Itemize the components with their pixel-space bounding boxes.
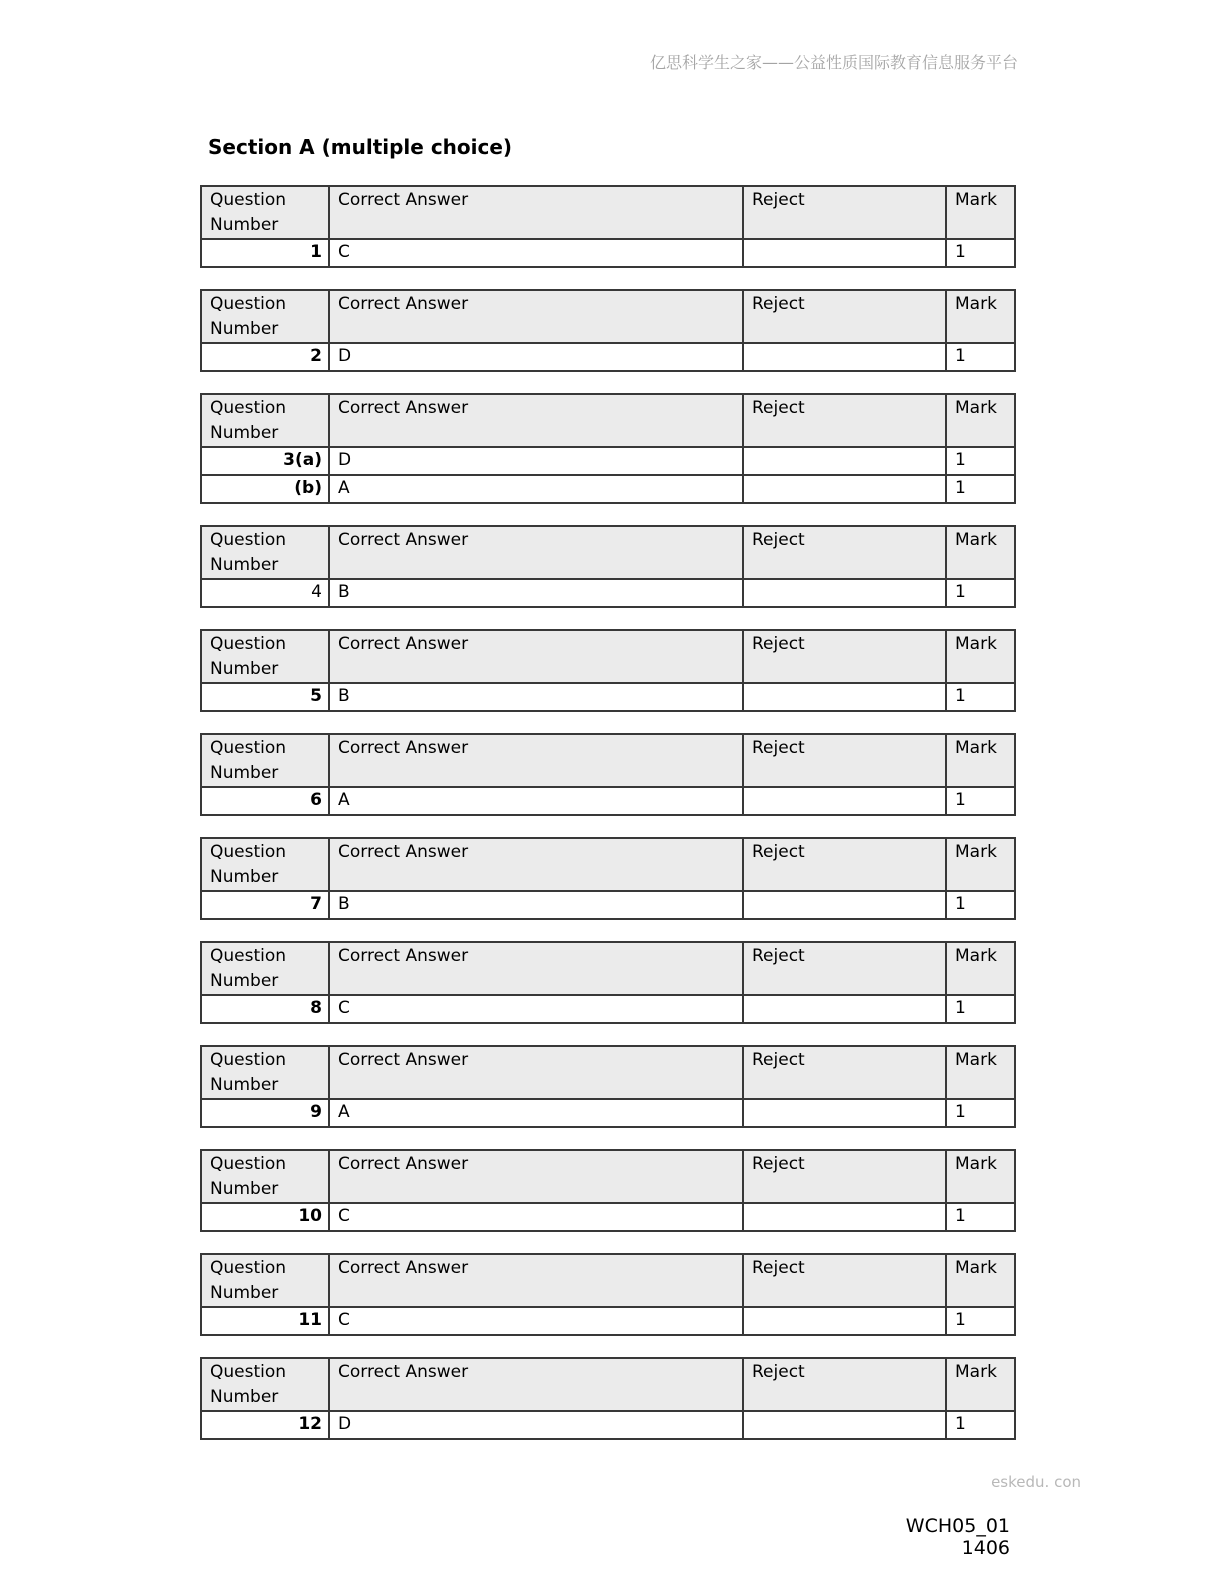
mark-cell: 1 <box>946 1203 1015 1231</box>
header-row <box>201 838 1015 891</box>
answer-table <box>200 629 1016 712</box>
answer-table <box>200 837 1016 920</box>
answer-row <box>201 891 1015 919</box>
answer-tables <box>200 185 1016 1440</box>
document-id-block <box>906 1515 1010 1559</box>
reject-cell <box>743 1411 946 1439</box>
answer-row <box>201 995 1015 1023</box>
answer-table-body <box>201 683 1015 711</box>
answer-row <box>201 1307 1015 1335</box>
reject-header: Reject <box>743 838 946 891</box>
answer-table-body <box>201 1203 1015 1231</box>
reject-cell <box>743 447 946 475</box>
answer-table <box>200 941 1016 1024</box>
section-title: Section A (multiple choice) <box>208 135 513 159</box>
mark-cell: 1 <box>946 447 1015 475</box>
answer-table-body <box>201 995 1015 1023</box>
reject-header: Reject <box>743 942 946 995</box>
answer-table <box>200 733 1016 816</box>
answer-table-head <box>201 942 1015 995</box>
reject-header: Reject <box>743 630 946 683</box>
correct-answer-cell: C <box>329 995 743 1023</box>
correct-answer-header: Correct Answer <box>329 526 743 579</box>
answer-table-head <box>201 186 1015 239</box>
reject-cell <box>743 1099 946 1127</box>
correct-answer-cell: D <box>329 1411 743 1439</box>
answer-table <box>200 1149 1016 1232</box>
question-number-cell: 9 <box>201 1099 329 1127</box>
question-number-cell: 11 <box>201 1307 329 1335</box>
correct-answer-header: Correct Answer <box>329 1254 743 1307</box>
question-number-header: Question Number <box>201 942 329 995</box>
answer-row <box>201 475 1015 503</box>
question-number-header: Question Number <box>201 1150 329 1203</box>
question-number-header: Question Number <box>201 1046 329 1099</box>
question-number-header: Question Number <box>201 186 329 239</box>
answer-table-head <box>201 1046 1015 1099</box>
header-row <box>201 526 1015 579</box>
mark-header: Mark <box>946 838 1015 891</box>
reject-header: Reject <box>743 394 946 447</box>
reject-cell <box>743 891 946 919</box>
question-number-cell: 3(a) <box>201 447 329 475</box>
answer-table <box>200 1045 1016 1128</box>
question-number-header: Question Number <box>201 1254 329 1307</box>
header-row <box>201 290 1015 343</box>
reject-cell <box>743 787 946 815</box>
answer-table-head <box>201 630 1015 683</box>
paper-code: WCH05_01 <box>905 1515 1010 1537</box>
answer-table-body <box>201 343 1015 371</box>
mark-cell: 1 <box>946 1411 1015 1439</box>
mark-cell: 1 <box>946 475 1015 503</box>
reject-cell <box>743 995 946 1023</box>
correct-answer-cell: A <box>329 787 743 815</box>
answer-table <box>200 525 1016 608</box>
answer-row <box>201 1411 1015 1439</box>
mark-cell: 1 <box>946 787 1015 815</box>
correct-answer-header: Correct Answer <box>329 630 743 683</box>
reject-header: Reject <box>743 290 946 343</box>
reject-header: Reject <box>743 734 946 787</box>
mark-header: Mark <box>946 394 1015 447</box>
answer-row <box>201 1203 1015 1231</box>
mark-header: Mark <box>946 526 1015 579</box>
answer-row <box>201 579 1015 607</box>
answer-table-body <box>201 1307 1015 1335</box>
mark-header: Mark <box>946 1150 1015 1203</box>
header-row <box>201 630 1015 683</box>
reject-header: Reject <box>743 186 946 239</box>
correct-answer-cell: D <box>329 447 743 475</box>
answer-table-head <box>201 1358 1015 1411</box>
question-number-header: Question Number <box>201 838 329 891</box>
answer-table-head <box>201 394 1015 447</box>
reject-cell <box>743 683 946 711</box>
reject-cell <box>743 1307 946 1335</box>
correct-answer-header: Correct Answer <box>329 290 743 343</box>
reject-cell <box>743 579 946 607</box>
mark-header: Mark <box>946 734 1015 787</box>
answer-table <box>200 393 1016 504</box>
header-row <box>201 1254 1015 1307</box>
correct-answer-cell: A <box>329 475 743 503</box>
correct-answer-header: Correct Answer <box>329 186 743 239</box>
question-number-header: Question Number <box>201 290 329 343</box>
question-number-cell: 10 <box>201 1203 329 1231</box>
answer-table <box>200 185 1016 268</box>
answer-row <box>201 343 1015 371</box>
correct-answer-header: Correct Answer <box>329 394 743 447</box>
answer-table-body <box>201 1411 1015 1439</box>
correct-answer-header: Correct Answer <box>329 1150 743 1203</box>
correct-answer-cell: B <box>329 579 743 607</box>
paper-series: 1406 <box>961 1537 1010 1559</box>
answer-row <box>201 787 1015 815</box>
question-number-header: Question Number <box>201 734 329 787</box>
reject-header: Reject <box>743 1150 946 1203</box>
answer-table-body <box>201 239 1015 267</box>
answer-table-body <box>201 579 1015 607</box>
mark-header: Mark <box>946 942 1015 995</box>
mark-cell: 1 <box>946 1307 1015 1335</box>
correct-answer-cell: B <box>329 891 743 919</box>
question-number-cell: 1 <box>201 239 329 267</box>
correct-answer-cell: B <box>329 683 743 711</box>
correct-answer-cell: A <box>329 1099 743 1127</box>
answer-table-head <box>201 526 1015 579</box>
reject-header: Reject <box>743 526 946 579</box>
reject-header: Reject <box>743 1254 946 1307</box>
reject-cell <box>743 475 946 503</box>
answer-table-body <box>201 447 1015 503</box>
answer-table-head <box>201 734 1015 787</box>
header-row <box>201 1046 1015 1099</box>
correct-answer-header: Correct Answer <box>329 734 743 787</box>
reject-cell <box>743 239 946 267</box>
question-number-header: Question Number <box>201 394 329 447</box>
mark-cell: 1 <box>946 579 1015 607</box>
reject-cell <box>743 1203 946 1231</box>
mark-header: Mark <box>946 290 1015 343</box>
answer-table-head <box>201 290 1015 343</box>
question-number-cell: 5 <box>201 683 329 711</box>
reject-header: Reject <box>743 1358 946 1411</box>
answer-row <box>201 1099 1015 1127</box>
correct-answer-cell: D <box>329 343 743 371</box>
question-number-header: Question Number <box>201 526 329 579</box>
answer-table <box>200 289 1016 372</box>
mark-cell: 1 <box>946 1099 1015 1127</box>
question-number-cell: 12 <box>201 1411 329 1439</box>
answer-row <box>201 447 1015 475</box>
header-row <box>201 942 1015 995</box>
header-row <box>201 1150 1015 1203</box>
correct-answer-header: Correct Answer <box>329 942 743 995</box>
question-number-cell: 2 <box>201 343 329 371</box>
header-row <box>201 734 1015 787</box>
answer-table-head <box>201 838 1015 891</box>
correct-answer-cell: C <box>329 1307 743 1335</box>
answer-row <box>201 683 1015 711</box>
mark-cell: 1 <box>946 995 1015 1023</box>
mark-cell: 1 <box>946 891 1015 919</box>
reject-cell <box>743 343 946 371</box>
site-header-watermark: 亿思科学生之家——公益性质国际教育信息服务平台 <box>649 53 1018 72</box>
answer-table <box>200 1253 1016 1336</box>
answer-row <box>201 239 1015 267</box>
mark-cell: 1 <box>946 239 1015 267</box>
answer-table-head <box>201 1254 1015 1307</box>
correct-answer-header: Correct Answer <box>329 1358 743 1411</box>
mark-header: Mark <box>946 1254 1015 1307</box>
site-footer-watermark: eskedu. con <box>991 1473 1081 1491</box>
correct-answer-cell: C <box>329 239 743 267</box>
question-number-cell: 6 <box>201 787 329 815</box>
header-row <box>201 1358 1015 1411</box>
mark-cell: 1 <box>946 683 1015 711</box>
mark-header: Mark <box>946 186 1015 239</box>
mark-header: Mark <box>946 1046 1015 1099</box>
content-area <box>200 136 1016 1461</box>
question-number-cell: 8 <box>201 995 329 1023</box>
mark-header: Mark <box>946 1358 1015 1411</box>
correct-answer-header: Correct Answer <box>329 838 743 891</box>
reject-header: Reject <box>743 1046 946 1099</box>
question-number-cell: 7 <box>201 891 329 919</box>
question-number-header: Question Number <box>201 630 329 683</box>
correct-answer-header: Correct Answer <box>329 1046 743 1099</box>
answer-table-body <box>201 1099 1015 1127</box>
answer-table-head <box>201 1150 1015 1203</box>
header-row <box>201 394 1015 447</box>
mark-header: Mark <box>946 630 1015 683</box>
correct-answer-cell: C <box>329 1203 743 1231</box>
header-row <box>201 186 1015 239</box>
question-number-cell: (b) <box>201 475 329 503</box>
question-number-header: Question Number <box>201 1358 329 1411</box>
answer-table <box>200 1357 1016 1440</box>
answer-table-body <box>201 787 1015 815</box>
answer-table-body <box>201 891 1015 919</box>
question-number-cell: 4 <box>201 579 329 607</box>
mark-cell: 1 <box>946 343 1015 371</box>
